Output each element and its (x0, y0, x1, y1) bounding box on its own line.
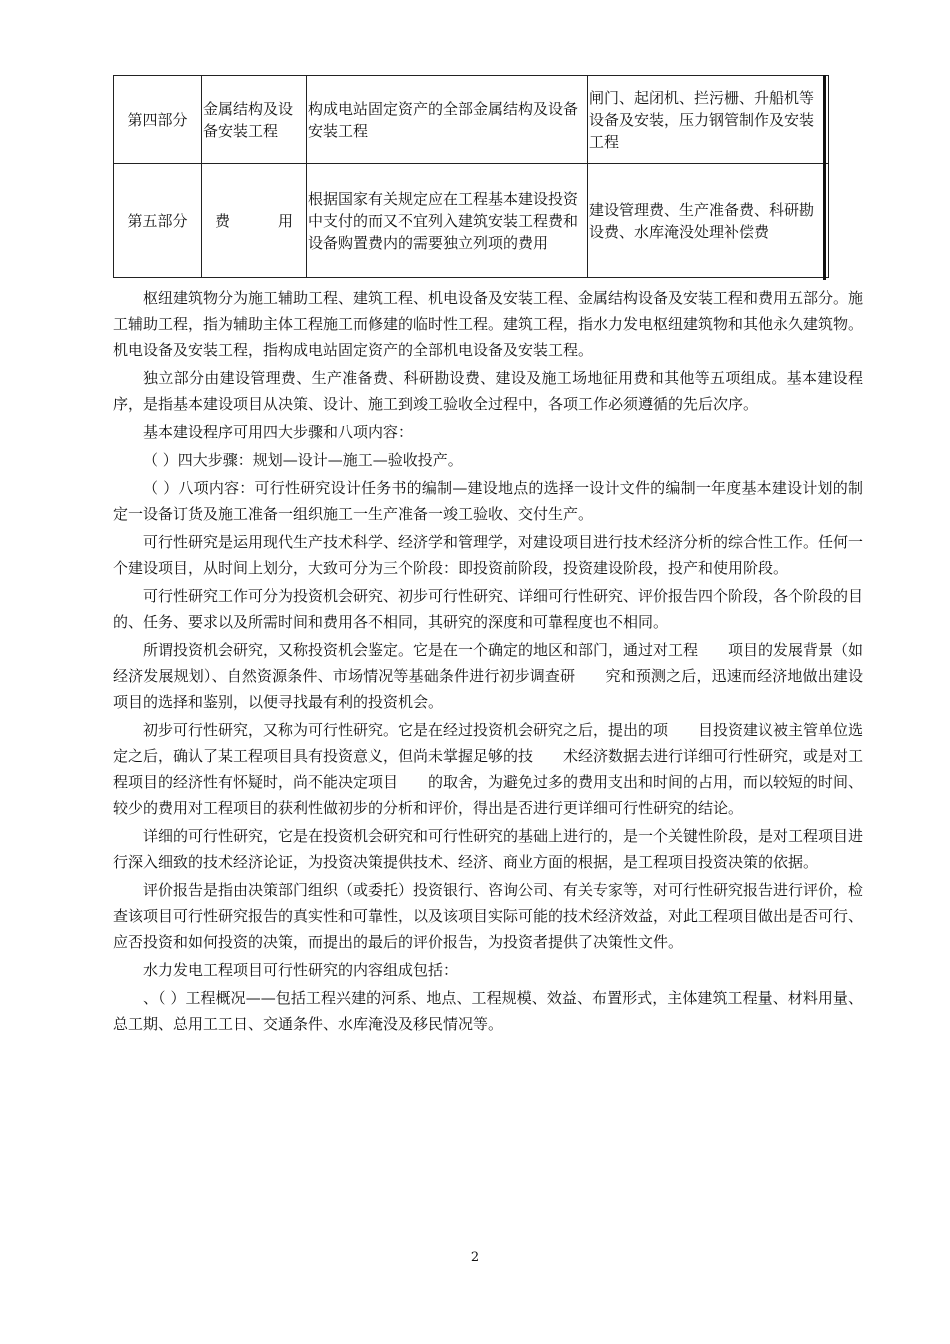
name-right-char: 用 (277, 211, 293, 230)
items-cell: 闸门、起闭机、拦污栅、升船机等设备及安装，压力钢管制作及安装工程 (588, 76, 829, 164)
part-cell: 第五部分 (114, 164, 202, 278)
definition-cell: 构成电站固定资产的全部金属结构及设备安装工程 (307, 76, 588, 164)
paragraph: 详细的可行性研究，它是在投资机会研究和可行性研究的基础上进行的，是一个关键性阶段，是对工程项目进行深入细致的技术经济论证，为投资决策提供技术、经济、商业方面的根据，是工程项目投资决策的依据。 (113, 827, 864, 871)
paragraph: （ ）四大步骤：规划—设计—施工—验收投产。 (143, 451, 463, 469)
body-text (113, 285, 863, 1037)
items-cell: 建设管理费、生产准备费、科研勘设费、水库淹没处理补偿费 (588, 164, 829, 278)
name-cell: 金属结构及设备安装工程 (202, 76, 307, 164)
table-right-border (823, 75, 826, 280)
paragraph: 水力发电工程项目可行性研究的内容组成包括： (143, 961, 459, 979)
name-left-char: 费 (215, 211, 231, 230)
definition-cell: 根据国家有关规定应在工程基本建设投资中支付的而又不宜列入建筑安装工程费和设备购置费内的需要独立列项的费用 (307, 164, 588, 278)
paragraph: （ ）八项内容：可行性研究设计任务书的编制—建设地点的选择一设计文件的编制一年度基本建设计划的制定一设备订货及施工准备一组织施工一生产准备一竣工验收、交付生产。 (113, 479, 863, 523)
paragraph: 基本建设程序可用四大步骤和八项内容： (143, 423, 414, 441)
page-number: 2 (470, 1250, 480, 1265)
paragraph: 可行性研究是运用现代生产技术科学、经济学和管理学，对建设项目进行技术经济分析的综合性工作。任何一个建设项目，从时间上划分，大致可分为三个阶段：即投资前阶段，投资建设阶段，投产和使用阶段。 (113, 533, 864, 577)
paragraph: 所谓投资机会研究，又称投资机会鉴定。它是在一个确定的地区和部门，通过对工程 项目的发展背景（如经济发展规划）、自然资源条件、市场情况等基础条件进行初步调查研 究和预测之后，迅速而经济地做出建设项目的选择和鉴别，以便寻找最有利的投资机会。 (113, 641, 864, 711)
table-row (114, 76, 829, 164)
table-row (114, 164, 829, 278)
paragraph: 独立部分由建设管理费、生产准备费、科研勘设费、建设及施工场地征用费和其他等五项组成。基本建设程序，是指基本建设项目从决策、设计、施工到竣工验收全过程中，各项工作必须遵循的先后次序。 (113, 369, 863, 413)
name-cell (202, 164, 307, 278)
paragraph: 、（ ）工程概况——包括工程兴建的河系、地点、工程规模、效益、布置形式，主体建筑工程量、材料用量、总工期、总用工工日、交通条件、水库淹没及移民情况等。 (113, 989, 863, 1033)
part-cell: 第四部分 (114, 76, 202, 164)
paragraph: 可行性研究工作可分为投资机会研究、初步可行性研究、详细可行性研究、评价报告四个阶段，各个阶段的目的、任务、要求以及所需时间和费用各不相同，其研究的深度和可靠程度也不相同。 (113, 587, 864, 631)
paragraph: 评价报告是指由决策部门组织（或委托）投资银行、咨询公司、有关专家等，对可行性研究报告进行评价，检查该项目可行性研究报告的真实性和可靠性，以及该项目实际可能的技术经济效益，对此工程项目做出是否可行、应否投资和如何投资的决策，而提出的最后的评价报告，为投资者提供了决策性文件。 (113, 881, 864, 951)
paragraph: 初步可行性研究，又称为可行性研究。它是在经过投资机会研究之后，提出的项 目投资建议被主管单位选定之后，确认了某工程项目具有投资意义，但尚未掌握足够的技 术经济数据去进行详细可行性研究，或是对工程项目的经济性有怀疑时，尚不能决定项目 的取舍，为避免过多的费用支出和时间的占用，而以较短的时间、较少的费用对工程项目的获利性做初步的分析和评价，得出是否进行更详细可行性研究的结论。 (113, 721, 864, 817)
cost-structure-table (113, 75, 829, 278)
paragraph: 枢纽建筑物分为施工辅助工程、建筑工程、机电设备及安装工程、金属结构设备及安装工程和费用五部分。施工辅助工程，指为辅助主体工程施工而修建的临时性工程。建筑工程，指水力发电枢纽建筑物和其他永久建筑物。机电设备及安装工程，指构成电站固定资产的全部机电设备及安装工程。 (113, 289, 864, 359)
